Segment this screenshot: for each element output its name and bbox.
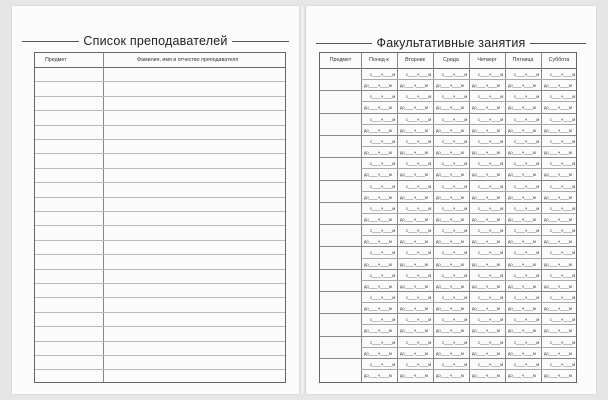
time-to-field: до____ч____м: [508, 239, 536, 245]
time-from-field: с____ч____м: [550, 183, 576, 189]
time-from-field: с____ч____м: [478, 161, 504, 167]
time-to-field: до____ч____м: [472, 306, 500, 312]
time-from-field: с____ч____м: [442, 228, 468, 234]
time-to-field: до____ч____м: [472, 127, 500, 133]
time-to-field: до____ч____м: [400, 217, 428, 222]
row-divider: [320, 202, 576, 203]
time-to-field: до____ч____м: [508, 105, 536, 111]
electives-table: [319, 52, 577, 383]
row-divider: [320, 358, 576, 359]
header-thursday: Четверг: [477, 57, 497, 63]
time-to-field: до____ч____м: [364, 373, 392, 379]
time-from-field: с____ч____м: [478, 317, 504, 323]
time-to-field: до____ч____м: [400, 306, 428, 312]
time-from-field: с____ч____м: [370, 94, 396, 100]
slot-divider: [361, 347, 576, 348]
time-from-field: с____ч____м: [550, 250, 576, 256]
time-from-field: с____ч____м: [478, 94, 504, 100]
time-to-field: до____ч____м: [472, 105, 500, 111]
ruled-line: [35, 197, 285, 198]
time-from-field: с____ч____м: [370, 295, 396, 300]
ruled-line: [35, 81, 285, 82]
time-to-field: до____ч____м: [472, 328, 500, 334]
time-to-field: до____ч____м: [472, 350, 500, 356]
time-from-field: с____ч____м: [442, 138, 468, 144]
time-to-field: до____ч____м: [508, 306, 536, 312]
time-to-field: до____ч____м: [364, 217, 392, 222]
slot-divider: [361, 168, 576, 169]
time-from-field: с____ч____м: [514, 94, 540, 100]
header-saturday: Суббота: [548, 57, 570, 63]
time-from-field: с____ч____м: [478, 116, 504, 122]
time-to-field: до____ч____м: [364, 194, 392, 200]
ruled-line: [35, 240, 285, 241]
header-subject: Предмет: [45, 57, 67, 63]
time-from-field: с____ч____м: [442, 361, 468, 367]
time-to-field: до____ч____м: [472, 217, 500, 222]
slot-divider: [361, 146, 576, 147]
time-from-field: с____ч____м: [406, 317, 432, 323]
time-from-field: с____ч____м: [514, 205, 540, 211]
time-from-field: с____ч____м: [514, 250, 540, 256]
time-from-field: с____ч____м: [514, 317, 540, 323]
time-to-field: до____ч____м: [400, 194, 428, 200]
time-from-field: с____ч____м: [550, 161, 576, 167]
time-from-field: с____ч____м: [370, 72, 396, 77]
slot-divider: [361, 101, 576, 102]
time-to-field: до____ч____м: [472, 172, 500, 178]
time-to-field: до____ч____м: [436, 283, 464, 289]
time-to-field: до____ч____м: [544, 350, 572, 356]
time-to-field: до____ч____м: [472, 194, 500, 200]
time-to-field: до____ч____м: [544, 83, 572, 89]
time-from-field: с____ч____м: [550, 339, 576, 345]
row-divider: [320, 135, 576, 136]
time-to-field: до____ч____м: [544, 328, 572, 334]
time-to-field: до____ч____м: [544, 217, 572, 222]
time-to-field: до____ч____м: [544, 194, 572, 200]
time-from-field: с____ч____м: [370, 138, 396, 144]
row-divider: [320, 291, 576, 292]
ruled-line: [35, 182, 285, 183]
time-to-field: до____ч____м: [364, 239, 392, 245]
column-divider: [103, 53, 104, 382]
ruled-line: [35, 96, 285, 97]
time-from-field: с____ч____м: [442, 116, 468, 122]
time-from-field: с____ч____м: [514, 295, 540, 300]
ruled-line: [35, 211, 285, 212]
ruled-line: [35, 369, 285, 370]
ruled-line: [35, 297, 285, 298]
time-from-field: с____ч____м: [442, 183, 468, 189]
time-from-field: с____ч____м: [406, 183, 432, 189]
time-from-field: с____ч____м: [550, 116, 576, 122]
slot-divider: [361, 302, 576, 303]
ruled-line: [35, 168, 285, 169]
electives-title-text: Факультативные занятия: [372, 36, 529, 50]
time-to-field: до____ч____м: [508, 328, 536, 334]
time-to-field: до____ч____м: [508, 194, 536, 200]
time-from-field: с____ч____м: [514, 161, 540, 167]
time-from-field: с____ч____м: [442, 72, 468, 77]
time-to-field: до____ч____м: [436, 194, 464, 200]
time-from-field: с____ч____м: [478, 228, 504, 234]
time-from-field: с____ч____м: [514, 183, 540, 189]
row-divider: [320, 269, 576, 270]
time-from-field: с____ч____м: [370, 250, 396, 256]
time-from-field: с____ч____м: [550, 205, 576, 211]
time-to-field: до____ч____м: [400, 127, 428, 133]
time-from-field: с____ч____м: [370, 272, 396, 278]
time-from-field: с____ч____м: [406, 272, 432, 278]
time-from-field: с____ч____м: [550, 272, 576, 278]
time-from-field: с____ч____м: [514, 116, 540, 122]
time-to-field: до____ч____м: [436, 239, 464, 245]
time-from-field: с____ч____м: [406, 116, 432, 122]
time-to-field: до____ч____м: [436, 261, 464, 267]
time-to-field: до____ч____м: [436, 373, 464, 379]
time-to-field: до____ч____м: [472, 239, 500, 245]
time-from-field: с____ч____м: [406, 339, 432, 345]
time-from-field: с____ч____м: [550, 317, 576, 323]
time-to-field: до____ч____м: [400, 261, 428, 267]
row-divider: [320, 224, 576, 225]
slot-divider: [361, 191, 576, 192]
time-from-field: с____ч____м: [514, 72, 540, 77]
time-from-field: с____ч____м: [478, 295, 504, 300]
time-from-field: с____ч____м: [370, 228, 396, 234]
time-to-field: до____ч____м: [364, 306, 392, 312]
header-friday: Пятница: [512, 57, 534, 63]
time-to-field: до____ч____м: [544, 306, 572, 312]
ruled-line: [35, 341, 285, 342]
time-from-field: с____ч____м: [370, 161, 396, 167]
time-to-field: до____ч____м: [544, 283, 572, 289]
time-from-field: с____ч____м: [442, 272, 468, 278]
time-to-field: до____ч____м: [436, 150, 464, 156]
time-from-field: с____ч____м: [406, 228, 432, 234]
time-to-field: до____ч____м: [400, 328, 428, 334]
time-to-field: до____ч____м: [364, 172, 392, 178]
time-to-field: до____ч____м: [400, 239, 428, 245]
time-to-field: до____ч____м: [508, 350, 536, 356]
time-from-field: с____ч____м: [406, 161, 432, 167]
header-monday: Понед-к: [369, 57, 389, 63]
time-from-field: с____ч____м: [442, 339, 468, 345]
slot-divider: [361, 258, 576, 259]
time-from-field: с____ч____м: [550, 72, 576, 77]
left-page: [12, 6, 299, 394]
time-to-field: до____ч____м: [400, 373, 428, 379]
time-from-field: с____ч____м: [406, 72, 432, 77]
time-to-field: до____ч____м: [472, 261, 500, 267]
slot-divider: [361, 124, 576, 125]
time-from-field: с____ч____м: [406, 205, 432, 211]
ruled-line: [35, 110, 285, 111]
time-from-field: с____ч____м: [370, 183, 396, 189]
time-to-field: до____ч____м: [400, 283, 428, 289]
time-from-field: с____ч____м: [370, 361, 396, 367]
time-to-field: до____ч____м: [544, 105, 572, 111]
teachers-title-text: Список преподавателей: [79, 34, 231, 48]
time-to-field: до____ч____м: [472, 283, 500, 289]
teachers-table: [34, 52, 286, 383]
row-divider: [320, 313, 576, 314]
ruled-line: [35, 139, 285, 140]
time-to-field: до____ч____м: [400, 105, 428, 111]
time-from-field: с____ч____м: [406, 295, 432, 300]
time-from-field: с____ч____м: [442, 161, 468, 167]
time-to-field: до____ч____м: [544, 373, 572, 379]
time-from-field: с____ч____м: [550, 94, 576, 100]
header-subject: Предмет: [329, 57, 352, 63]
ruled-line: [35, 125, 285, 126]
time-to-field: до____ч____м: [508, 150, 536, 156]
right-page: [306, 6, 596, 394]
time-to-field: до____ч____м: [544, 172, 572, 178]
time-from-field: с____ч____м: [478, 183, 504, 189]
ruled-line: [35, 326, 285, 327]
time-from-field: с____ч____м: [442, 205, 468, 211]
time-to-field: до____ч____м: [436, 105, 464, 111]
time-to-field: до____ч____м: [508, 172, 536, 178]
time-from-field: с____ч____м: [406, 138, 432, 144]
row-divider: [320, 157, 576, 158]
time-from-field: с____ч____м: [370, 116, 396, 122]
slot-divider: [361, 369, 576, 370]
time-from-field: с____ч____м: [442, 94, 468, 100]
ruled-line: [35, 312, 285, 313]
time-from-field: с____ч____м: [478, 72, 504, 77]
time-to-field: до____ч____м: [364, 350, 392, 356]
row-divider: [320, 113, 576, 114]
time-from-field: с____ч____м: [514, 228, 540, 234]
slot-divider: [361, 280, 576, 281]
header-divider: [320, 68, 576, 69]
time-from-field: с____ч____м: [406, 361, 432, 367]
header-teacher-name: Фамилия, имя и отчество преподавателя: [137, 57, 239, 63]
slot-divider: [361, 79, 576, 80]
time-to-field: до____ч____м: [400, 150, 428, 156]
row-divider: [320, 246, 576, 247]
row-divider: [320, 336, 576, 337]
time-to-field: до____ч____м: [472, 150, 500, 156]
time-from-field: с____ч____м: [478, 205, 504, 211]
time-to-field: до____ч____м: [400, 83, 428, 89]
time-to-field: до____ч____м: [364, 127, 392, 133]
time-from-field: с____ч____м: [370, 205, 396, 211]
time-to-field: до____ч____м: [544, 127, 572, 133]
time-to-field: до____ч____м: [364, 150, 392, 156]
time-to-field: до____ч____м: [508, 283, 536, 289]
ruled-line: [35, 355, 285, 356]
time-from-field: с____ч____м: [370, 339, 396, 345]
time-from-field: с____ч____м: [442, 250, 468, 256]
ruled-line: [35, 225, 285, 226]
time-from-field: с____ч____м: [514, 339, 540, 345]
time-from-field: с____ч____м: [478, 272, 504, 278]
time-from-field: с____ч____м: [442, 317, 468, 323]
time-to-field: до____ч____м: [436, 172, 464, 178]
ruled-line: [35, 269, 285, 270]
time-to-field: до____ч____м: [544, 239, 572, 245]
time-from-field: с____ч____м: [478, 250, 504, 256]
time-from-field: с____ч____м: [550, 228, 576, 234]
time-to-field: до____ч____м: [364, 328, 392, 334]
spine-gutter: [299, 6, 306, 394]
time-to-field: до____ч____м: [544, 150, 572, 156]
time-from-field: с____ч____м: [442, 295, 468, 300]
slot-divider: [361, 324, 576, 325]
time-to-field: до____ч____м: [436, 306, 464, 312]
time-to-field: до____ч____м: [508, 83, 536, 89]
time-to-field: до____ч____м: [364, 105, 392, 111]
time-to-field: до____ч____м: [364, 261, 392, 267]
time-to-field: до____ч____м: [364, 283, 392, 289]
row-divider: [320, 90, 576, 91]
ruled-line: [35, 153, 285, 154]
time-to-field: до____ч____м: [472, 373, 500, 379]
time-from-field: с____ч____м: [550, 295, 576, 300]
time-from-field: с____ч____м: [478, 339, 504, 345]
time-from-field: с____ч____м: [406, 250, 432, 256]
ruled-line: [35, 283, 285, 284]
time-to-field: до____ч____м: [436, 83, 464, 89]
time-from-field: с____ч____м: [550, 361, 576, 367]
time-to-field: до____ч____м: [400, 350, 428, 356]
time-from-field: с____ч____м: [514, 361, 540, 367]
time-to-field: до____ч____м: [544, 261, 572, 267]
time-to-field: до____ч____м: [400, 172, 428, 178]
time-to-field: до____ч____м: [436, 328, 464, 334]
time-from-field: с____ч____м: [370, 317, 396, 323]
time-to-field: до____ч____м: [364, 83, 392, 89]
time-to-field: до____ч____м: [508, 127, 536, 133]
time-to-field: до____ч____м: [508, 261, 536, 267]
header-tuesday: Вторник: [405, 57, 425, 63]
time-to-field: до____ч____м: [436, 350, 464, 356]
time-to-field: до____ч____м: [436, 217, 464, 222]
time-from-field: с____ч____м: [514, 272, 540, 278]
time-from-field: с____ч____м: [406, 94, 432, 100]
time-from-field: с____ч____м: [550, 138, 576, 144]
teachers-table-header: [35, 53, 285, 68]
time-from-field: с____ч____м: [478, 361, 504, 367]
time-from-field: с____ч____м: [478, 138, 504, 144]
header-wednesday: Среда: [443, 57, 459, 63]
ruled-line: [35, 254, 285, 255]
time-to-field: до____ч____м: [472, 83, 500, 89]
time-to-field: до____ч____м: [508, 373, 536, 379]
slot-divider: [361, 235, 576, 236]
time-from-field: с____ч____м: [514, 138, 540, 144]
time-to-field: до____ч____м: [508, 217, 536, 222]
row-divider: [320, 180, 576, 181]
slot-divider: [361, 213, 576, 214]
time-to-field: до____ч____м: [436, 127, 464, 133]
